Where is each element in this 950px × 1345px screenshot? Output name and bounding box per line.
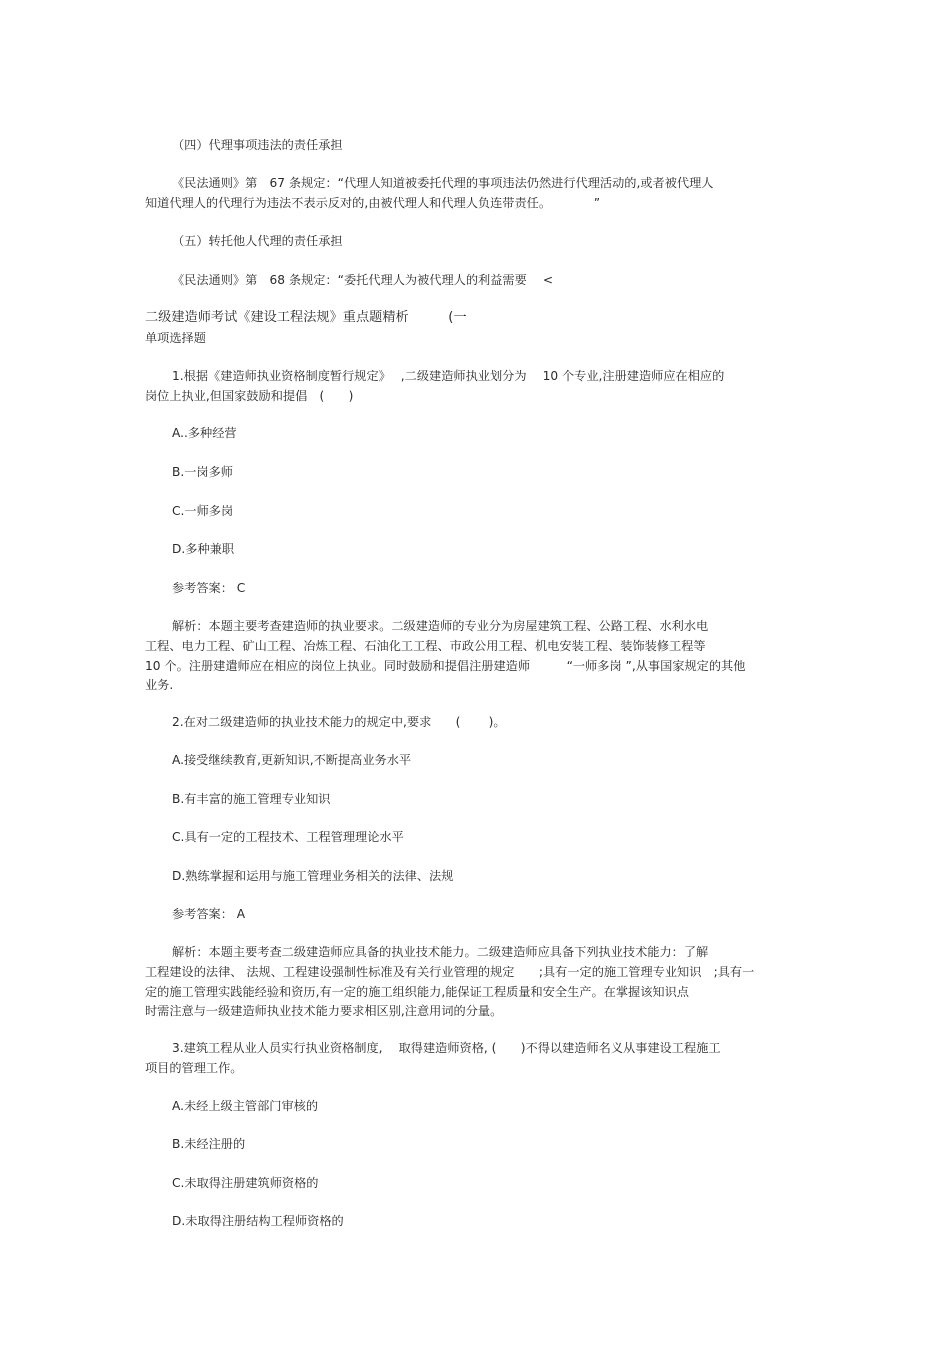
option-c: C.具有一定的工程技术、工程管理理论水平 <box>172 830 404 844</box>
explanation-line: 业务. <box>145 678 174 692</box>
explanation-line: 工程、电力工程、矿山工程、冶炼工程、石油化工工程、市政公用工程、机电安装工程、装饰装修工程等 <box>145 639 706 653</box>
option-a: A.未经上级主管部门审核的 <box>172 1099 319 1113</box>
explanation-line: 定的施工管理实践能经验和资历,有一定的施工组织能力,能保证工程质量和安全生产。在掌握该知识点 <box>145 985 689 999</box>
question-3-text: 项目的管理工作。 <box>145 1061 243 1075</box>
option-b: B.一岗多师 <box>172 465 233 479</box>
paragraph-line: 《民法通则》第 68 条规定：“委托代理人为被代理人的利益需要 < <box>172 273 554 287</box>
question-1-text: 1.根据《建造师执业资格制度暂行规定》 ,二级建造师执业划分为 10 个专业,注册建造师应在相应的 <box>172 369 725 383</box>
option-a: A..多种经营 <box>172 426 237 440</box>
option-c: C.未取得注册建筑师资格的 <box>172 1176 319 1190</box>
explanation-line: 解析：本题主要考查建造师的执业要求。二级建造师的专业分为房屋建筑工程、公路工程、水利水电 <box>172 619 709 633</box>
option-b: B.有丰富的施工管理专业知识 <box>172 792 331 806</box>
question-3-text: 3.建筑工程从业人员实行执业资格制度, 取得建造师资格, ( )不得以建造师名义从事建设工程施工 <box>172 1041 721 1055</box>
question-2-text: 2.在对二级建造师的执业技术能力的规定中,要求 ( )。 <box>172 715 506 729</box>
reference-answer: 参考答案： C <box>172 581 246 595</box>
paragraph-line: 知道代理人的代理行为违法不表示反对的,由被代理人和代理人负连带责任。 ” <box>145 196 601 210</box>
option-b: B.未经注册的 <box>172 1137 246 1151</box>
question-1-text: 岗位上执业,但国家鼓励和提倡 ( ) <box>145 389 354 403</box>
option-c: C.一师多岗 <box>172 504 234 518</box>
option-a: A.接受继续教育,更新知识,不断提高业务水平 <box>172 753 412 767</box>
option-d: D.多种兼职 <box>172 542 235 556</box>
option-d: D.熟练掌握和运用与施工管理业务相关的法律、法规 <box>172 869 454 883</box>
reference-answer: 参考答案： A <box>172 907 246 921</box>
section-heading-4: （四）代理事项违法的责任承担 <box>172 138 343 152</box>
section-heading-5: （五）转托他人代理的责任承担 <box>172 234 343 248</box>
section-title: 单项选择题 <box>145 331 206 345</box>
explanation-line: 10 个。注册建遣师应在相应的岗位上执业。同时鼓励和提倡注册建造师 “一师多岗 ”,从事国家规定的其他 <box>145 659 746 673</box>
explanation-line: 时需注意与一级建造师执业技术能力要求相区别,注意用词的分量。 <box>145 1004 503 1018</box>
document-title: 二级建造师考试《建设工程法规》重点题精析 (一 <box>145 310 467 325</box>
paragraph-line: 《民法通则》第 67 条规定：“代理人知道被委托代理的事项违法仍然进行代理活动的,或者被代理人 <box>172 176 714 190</box>
explanation-line: 解析：本题主要考查二级建造师应具备的执业技术能力。二级建造师应具备下列执业技术能力：了解 <box>172 945 709 959</box>
option-d: D.未取得注册结构工程师资格的 <box>172 1214 344 1228</box>
explanation-line: 工程建设的法律、 法规、工程建设强制性标准及有关行业管理的规定 ;具有一定的施工管理专业知识 ;具有一 <box>145 965 755 979</box>
